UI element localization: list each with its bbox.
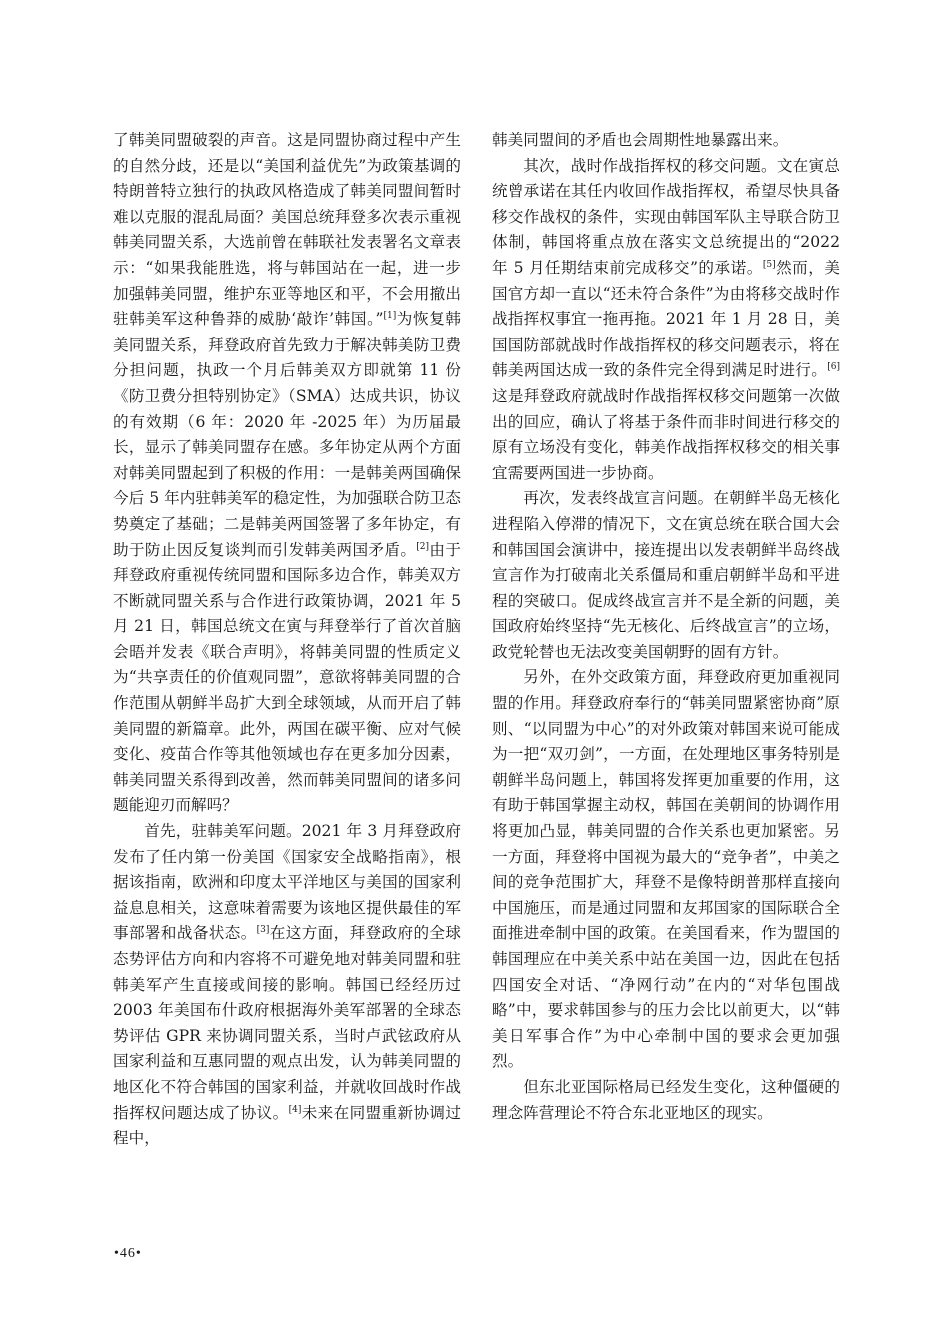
citation-1: [1] bbox=[383, 311, 397, 322]
text-segment: 但东北亚国际格局已经发生变化，这种僵硬的理念阵营理论不符合东北亚地区的现实。 bbox=[492, 1077, 840, 1122]
text-segment: 为恢复韩美同盟关系，拜登政府首先致力于解决韩美防卫费分担问题，执政一个月后韩美双方即就第 11 份《防卫费分担特别协定》（SMA）达成共识，协议的有效期（6 年：2020 年 -2025 年）为历届最长，显示了韩美同盟存在感。多年协定从两个方面对韩美同盟起到了积极的作用：一是韩美两国确保今后 5 年内驻韩美军的稳定性，为加强联合防卫态势奠定了基础；二是韩美两国签署了多年协定，有助于防止因反复谈判而引发韩美两国矛盾。 bbox=[113, 310, 461, 559]
paragraph-opcon bbox=[492, 154, 840, 487]
citation-5: [5] bbox=[762, 259, 776, 270]
page-number: •46• bbox=[114, 1246, 142, 1261]
paragraph-northeast-asia bbox=[492, 1075, 840, 1126]
citation-3: [3] bbox=[256, 925, 270, 936]
text-segment: 然而，美国官方却一直以“还未符合条件”为由将移交战时作战指挥权事宜一拖再拖。2021 年 1 月 28 日，美国国防部就战时作战指挥权的移交问题表示，将在韩美两国达成一致的条件完全得到满足时进行。 bbox=[492, 258, 840, 380]
text-segment: 这是拜登政府就战时作战指挥权移交问题第一次做出的回应，确认了将基于条件而非时间进行移交的原有立场没有变化，韩美作战指挥权移交的相关事宜需要两国进一步协商。 bbox=[492, 386, 840, 482]
text-segment: 在这方面，拜登政府的全球态势评估方向和内容将不可避免地对韩美同盟和驻韩美军产生直接或间接的影响。韩国已经经历过 2003 年美国布什政府根据海外美军部署的全球态势评估 GPR 来协调同盟关系，当时卢武铉政府从国家利益和互惠同盟的观点出发，认为韩美同盟的地区化不符合韩国的国家利益，并就收回战时作战指挥权问题达成了协议。 bbox=[113, 924, 461, 1122]
text-segment: 再次，发表终战宣言问题。在朝鲜半岛无核化进程陷入停滞的情况下，文在寅总统在联合国大会和韩国国会演讲中，接连提出以发表朝鲜半岛终战宣言作为打破南北关系僵局和重启朝鲜半岛和平进程的突破口。促成终战宣言并不是全新的问题，美国政府始终坚持“先无核化、后终战宣言”的立场，政党轮替也无法改变美国朝野的固有方针。 bbox=[492, 489, 840, 661]
right-column bbox=[492, 128, 840, 1126]
text-segment: 其次，战时作战指挥权的移交问题。文在寅总统曾承诺在其任内收回作战指挥权，希望尽快具备移交作战权的条件，实现由韩国军队主导联合防卫体制，韩国将重点放在落实文总统提出的“2022 年 5 月任期结束前完成移交”的承诺。 bbox=[492, 156, 840, 277]
text-segment: 未来在同盟重新协调过程中， bbox=[113, 1103, 461, 1148]
citation-2: [2] bbox=[416, 541, 430, 552]
citation-4: [4] bbox=[288, 1104, 302, 1115]
paragraph-foreign-policy bbox=[492, 665, 840, 1075]
left-column bbox=[113, 128, 461, 1152]
text-segment: 韩美同盟间的矛盾也会周期性地暴露出来。 bbox=[492, 131, 789, 149]
paragraph-intro bbox=[113, 128, 461, 819]
paragraph-end-of-war bbox=[492, 486, 840, 665]
text-segment: 由于拜登政府重视传统同盟和国际多边合作，韩美双方不断就同盟关系与合作进行政策协调，2021 年 5 月 21 日，韩国总统文在寅与拜登举行了首次首脑会晤并发表《联合声明》，将韩美同盟的性质定义为“共享责任的价值观同盟”，意欲将韩美同盟的合作范围从朝鲜半岛扩大到全球领域，从而开启了韩美同盟的新篇章。此外，两国在碳平衡、应对气候变化、疫苗合作等其他领域也存在更多加分因素，韩美同盟关系得到改善，然而韩美同盟间的诸多问题能迎刃而解吗？ bbox=[113, 540, 461, 815]
paragraph-usfk bbox=[113, 819, 461, 1152]
paragraph-continuation bbox=[492, 128, 840, 154]
text-segment: 了韩美同盟破裂的声音。这是同盟协商过程中产生的自然分歧，还是以“美国利益优先”为政策基调的特朗普特立独行的执政风格造成了韩美同盟间暂时难以克服的混乱局面？美国总统拜登多次表示重视韩美同盟关系，大选前曾在韩联社发表署名文章表示：“如果我能胜选，将与韩国站在一起，进一步加强韩美同盟，维护东亚等地区和平，不会用撤出驻韩美军这种鲁莽的威胁‘敲诈’韩国。” bbox=[113, 131, 461, 329]
text-segment: 另外，在外交政策方面，拜登政府更加重视同盟的作用。拜登政府奉行的“韩美同盟紧密协商”原则、“以同盟为中心”的对外政策对韩国来说可能成为一把“双刃剑”，一方面，在处理地区事务特别是朝鲜半岛问题上，韩国将发挥更加重要的作用，这有助于韩国掌握主动权，韩国在美朝间的协调作用将更加凸显，韩美同盟的合作关系也更加紧密。另一方面，拜登将中国视为最大的“竞争者”，中美之间的竞争范围扩大，拜登不是像特朗普那样直接向中国施压，而是通过同盟和友邦国家的国际联合全面推进牵制中国的政策。在美国看来，作为盟国的韩国理应在中美关系中站在美国一边，因此在包括四国安全对话、“净网行动”在内的“对华包围战略”中，要求韩国参与的压力会比以前更大，以“韩美日军事合作”为中心牵制中国的要求会更加强烈。 bbox=[492, 668, 840, 1071]
citation-6: [6] bbox=[827, 362, 840, 373]
text-segment: 首先，驻韩美军问题。2021 年 3 月拜登政府发布了任内第一份美国《国家安全战略指南》，根据该指南，欧洲和印度太平洋地区与美国的国家利益息息相关，这意味着需要为该地区提供最佳的军事部署和战备状态。 bbox=[113, 822, 461, 943]
